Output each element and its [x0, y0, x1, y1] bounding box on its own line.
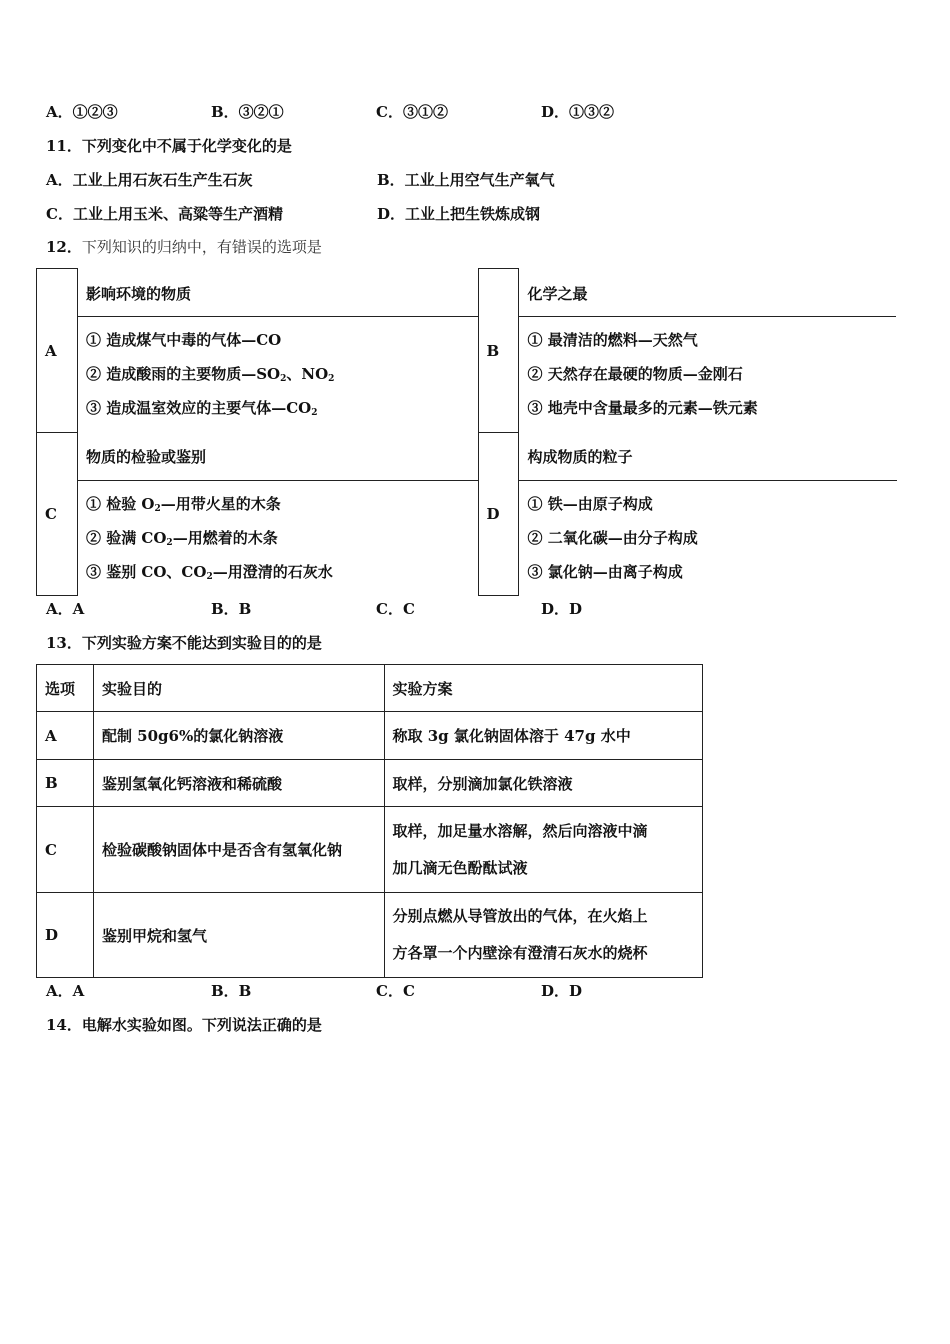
- q12-cell-b-head: 化学之最: [519, 270, 896, 317]
- q13-row-a-plan: 称取 3g 氯化钠固体溶于 47g 水中: [384, 712, 702, 760]
- q13-row-a-option: A: [37, 712, 94, 760]
- q12-number: 12．: [46, 238, 82, 256]
- q13-header-plan: 实验方案: [384, 665, 702, 712]
- q12-cell-c: [77, 433, 478, 596]
- table-row: [37, 712, 703, 760]
- q13-row-d-plan: 分别点燃从导管放出的气体，在火焰上 方各罩一个内壁涂有澄清石灰水的烧杯: [384, 893, 702, 978]
- q12-stem: 下列知识的归纳中，有错误的选项是: [81, 238, 322, 256]
- q12-c-line-1: ① 检验 $O_2—$用带火星的木条: [85, 494, 281, 514]
- q13-row-c-goal: 检验碳酸钠固体中是否含有氢氧化钠: [93, 807, 384, 893]
- q13-row-c-option: C: [37, 807, 94, 893]
- q13-option-c[interactable]: C．C: [376, 982, 415, 1000]
- q13-header-option: 选项: [37, 665, 94, 712]
- q13-option-d[interactable]: D．D: [541, 982, 583, 1000]
- q12-a-line-2: ② 造成酸雨的主要物质$—SO_2$、$NO_2$: [85, 365, 335, 384]
- q12-d-line-1: ① 铁—由原子构成: [527, 494, 653, 513]
- q11-option-c[interactable]: C．工业上用玉米、高粱等生产酒精: [46, 205, 283, 223]
- q12-a-line-3: ③ 造成温室效应的主要气体$—CO_2$: [85, 399, 318, 418]
- q12-option-b[interactable]: B．B: [211, 600, 252, 618]
- q12-cell-c-head: 物质的检验或鉴别: [78, 434, 478, 481]
- q12-b-line-3: ③ 地壳中含量最多的元素—铁元素: [527, 399, 758, 417]
- q11-stem: 11．下列变化中不属于化学变化的是: [46, 137, 292, 155]
- q13-row-b-plan: 取样，分别滴加氯化铁溶液: [384, 760, 702, 807]
- q13-row-d-goal: 鉴别甲烷和氢气: [93, 893, 384, 978]
- q13-row-a-goal: 配制 50g6%的氯化钠溶液: [93, 712, 384, 760]
- q11-option-d[interactable]: D．工业上把生铁炼成钢: [377, 205, 541, 223]
- q12-stem-line: [46, 237, 322, 257]
- q13-row-c-plan: 取样，加足量水溶解，然后向溶液中滴 加几滴无色酚酞试液: [384, 807, 702, 893]
- q12-a-line-1: ① 造成煤气中毒的气体—CO: [85, 331, 282, 349]
- q13-row-d-option: D: [37, 893, 94, 978]
- q12-cell-d-head: 构成物质的粒子: [519, 434, 896, 481]
- q11-option-a[interactable]: A．工业上用石灰石生产生石灰: [46, 171, 253, 189]
- q12-cell-label-d: D: [478, 433, 519, 596]
- q13-experiment-table: [36, 664, 703, 978]
- q12-cell-a-head: 影响环境的物质: [78, 270, 478, 317]
- q12-cell-a: [77, 269, 478, 433]
- q13-option-a[interactable]: A．A: [46, 982, 85, 1000]
- q13-header-goal: 实验目的: [93, 665, 384, 712]
- q11-option-b[interactable]: B．工业上用空气生产氧气: [377, 171, 555, 189]
- q12-c-line-3: ③ 鉴别 CO、$CO_2—$用澄清的石灰水: [85, 562, 333, 582]
- q12-d-line-2: ② 二氧化碳—由分子构成: [527, 528, 698, 547]
- q12-b-line-2: ② 天然存在最硬的物质—金刚石: [527, 365, 743, 383]
- q12-option-d[interactable]: D．D: [541, 600, 583, 618]
- q12-cell-label-b: B: [478, 269, 519, 433]
- q12-cell-d: [519, 433, 897, 596]
- q10-option-d[interactable]: D．①③②: [541, 103, 615, 121]
- q13-row-b-option: B: [37, 760, 94, 807]
- q12-option-a[interactable]: A．A: [46, 600, 85, 618]
- q13-row-b-goal: 鉴别氢氧化钙溶液和稀硫酸: [93, 760, 384, 807]
- q13-option-b[interactable]: B．B: [211, 982, 252, 1000]
- q14-stem: 14．电解水实验如图。下列说法正确的是: [46, 1016, 322, 1034]
- q12-cell-b: [519, 269, 897, 433]
- q12-b-line-1: ① 最清洁的燃料—天然气: [527, 331, 698, 349]
- table-row: [37, 893, 703, 978]
- q13-stem: 13．下列实验方案不能达到实验目的的是: [46, 634, 322, 652]
- q10-option-a[interactable]: A．①②③: [46, 103, 118, 121]
- q10-option-c[interactable]: C．③①②: [376, 103, 448, 121]
- table-row: [37, 807, 703, 893]
- q10-option-b[interactable]: B．③②①: [211, 103, 284, 121]
- q12-cell-label-c: C: [37, 433, 78, 596]
- q12-cell-label-a: A: [37, 269, 78, 433]
- q12-knowledge-table: [36, 268, 897, 596]
- table-row: [37, 760, 703, 807]
- q12-c-line-2: ② 验满 $CO_2—$用燃着的木条: [85, 528, 278, 548]
- q12-d-line-3: ③ 氯化钠—由离子构成: [527, 562, 683, 581]
- q12-option-c[interactable]: C．C: [376, 600, 415, 618]
